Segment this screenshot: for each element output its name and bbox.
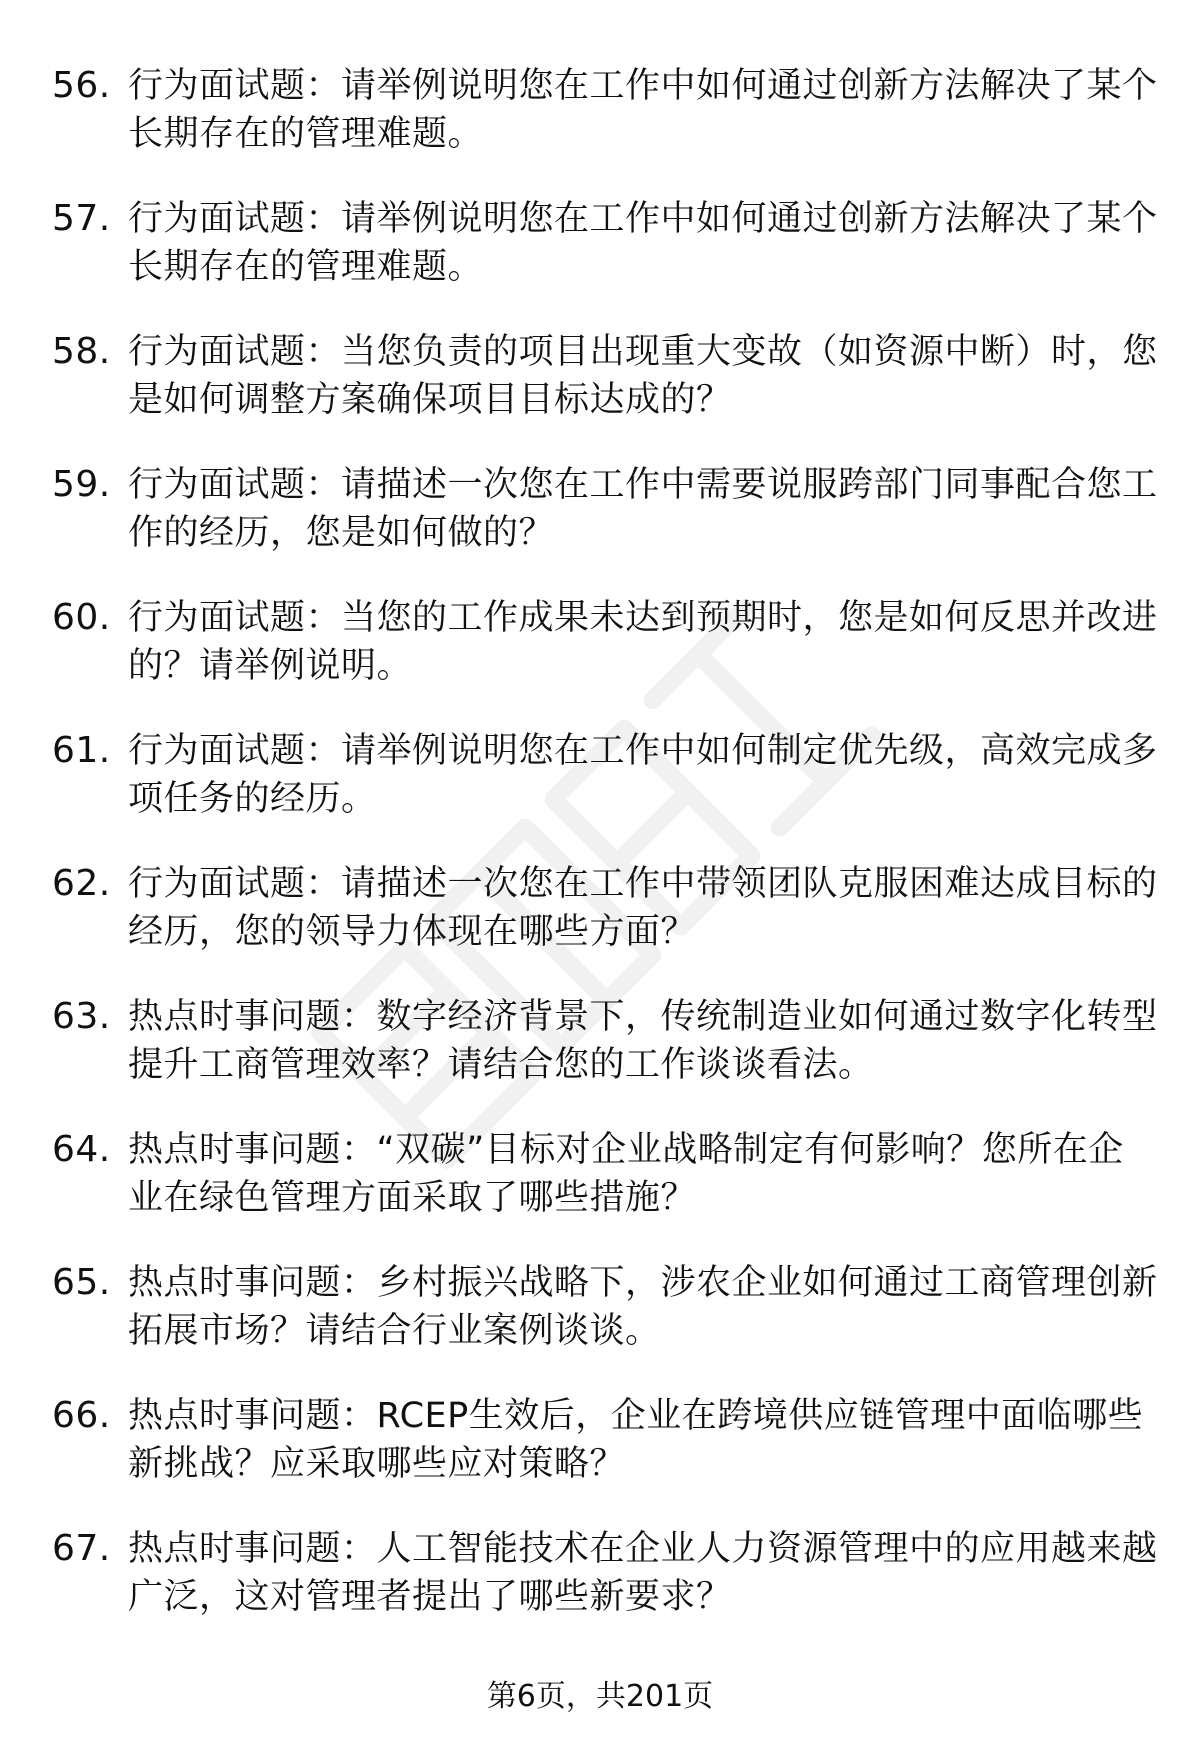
question-text: 行为面试题：当您负责的项目出现重大变故（如资源中断）时，您是如何调整方案确保项目目标达成的？ (128, 332, 1158, 420)
question-text: 热点时事问题：“双碳”目标对企业战略制定有何影响？您所在企业在绿色管理方面采取了哪些措施？ (128, 1130, 1124, 1218)
question-list (0, 62, 1200, 1658)
question-text: 行为面试题：请描述一次您在工作中需要说服跨部门同事配合您工作的经历，您是如何做的？ (128, 465, 1158, 553)
list-item (0, 461, 1200, 594)
question-text: 行为面试题：请举例说明您在工作中如何制定优先级，高效完成多项任务的经历。 (128, 731, 1158, 819)
page-footer: 第6页，共201页 (486, 1679, 714, 1714)
question-number: 63. (52, 996, 111, 1037)
question-number: 62. (52, 863, 111, 904)
list-item (0, 860, 1200, 993)
question-text: 热点时事问题：RCEP生效后，企业在跨境供应链管理中面临哪些新挑战？应采取哪些应对策略？ (128, 1396, 1144, 1484)
list-item (0, 62, 1200, 195)
question-text: 行为面试题：当您的工作成果未达到预期时，您是如何反思并改进的？请举例说明。 (128, 598, 1158, 686)
question-number: 64. (52, 1129, 111, 1170)
question-number: 58. (52, 331, 111, 372)
question-text: 热点时事问题：数字经济背景下，传统制造业如何通过数字化转型提升工商管理效率？请结合您的工作谈谈看法。 (128, 997, 1158, 1085)
list-item (0, 727, 1200, 860)
question-text: 热点时事问题：人工智能技术在企业人力资源管理中的应用越来越广泛，这对管理者提出了哪些新要求？ (128, 1529, 1158, 1617)
question-number: 66. (52, 1395, 111, 1436)
question-text: 行为面试题：请描述一次您在工作中带领团队克服困难达成目标的经历，您的领导力体现在哪些方面？ (128, 864, 1158, 952)
question-text: 行为面试题：请举例说明您在工作中如何通过创新方法解决了某个长期存在的管理难题。 (128, 199, 1158, 287)
question-number: 67. (52, 1528, 111, 1569)
question-number: 60. (52, 597, 111, 638)
question-number: 61. (52, 730, 111, 771)
list-item (0, 1259, 1200, 1392)
question-text: 行为面试题：请举例说明您在工作中如何通过创新方法解决了某个长期存在的管理难题。 (128, 66, 1158, 154)
question-text: 热点时事问题：乡村振兴战略下，涉农企业如何通过工商管理创新拓展市场？请结合行业案例谈谈。 (128, 1263, 1158, 1351)
list-item (0, 1392, 1200, 1525)
list-item (0, 328, 1200, 461)
list-item (0, 1525, 1200, 1658)
question-number: 65. (52, 1262, 111, 1303)
list-item (0, 195, 1200, 328)
question-number: 56. (52, 65, 111, 106)
list-item (0, 594, 1200, 727)
question-number: 57. (52, 198, 111, 239)
list-item (0, 1126, 1200, 1259)
list-item (0, 993, 1200, 1126)
question-number: 59. (52, 464, 111, 505)
